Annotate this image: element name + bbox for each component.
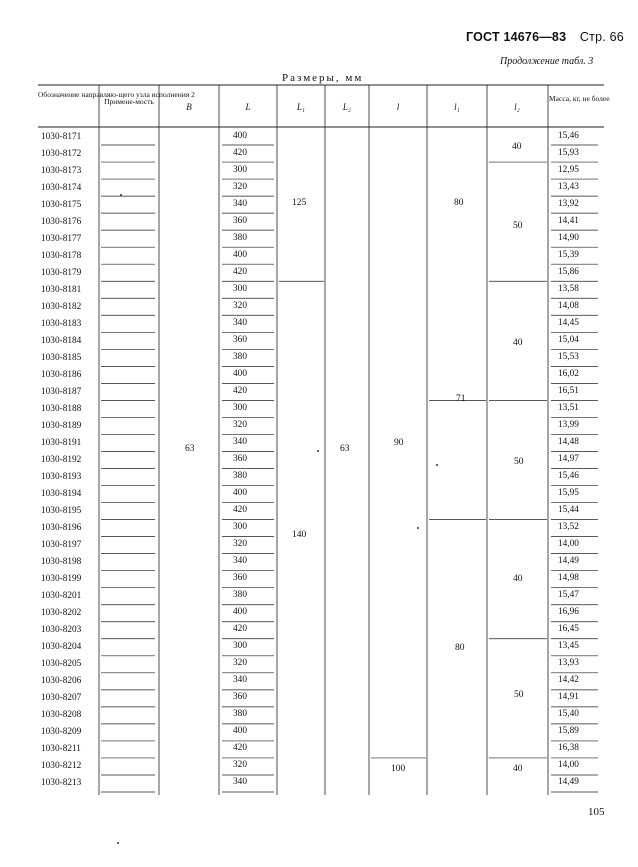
row-length-L: 420 (233, 743, 247, 754)
row-length-L: 420 (233, 505, 247, 516)
row-length-L: 320 (233, 760, 247, 771)
row-designation: 1030-8178 (41, 250, 82, 261)
row-length-L: 340 (233, 777, 247, 788)
row-designation: 1030-8209 (41, 727, 82, 738)
L1-value-2: 140 (292, 530, 307, 540)
row-mass: 14,45 (558, 317, 579, 328)
standard-number: ГОСТ 14676—83 (466, 30, 567, 44)
row-mass: 13,45 (558, 641, 579, 652)
row-length-L: 420 (233, 266, 247, 277)
row-designation: 1030-8206 (41, 676, 82, 687)
scan-speck (120, 194, 122, 196)
L1-value-1: 125 (292, 198, 307, 208)
col-header-L2: L₂ (342, 102, 352, 112)
row-designation: 1030-8175 (41, 199, 82, 210)
row-length-L: 360 (233, 215, 247, 226)
row-mass: 15,89 (558, 726, 579, 737)
scan-speck (317, 450, 319, 452)
row-designation: 1030-8198 (41, 557, 82, 568)
row-mass: 14,49 (558, 556, 579, 567)
row-designation: 1030-8197 (41, 540, 82, 551)
row-mass: 16,02 (558, 368, 579, 379)
l2-value-5: 40 (513, 574, 523, 584)
row-designation: 1030-8183 (41, 318, 82, 329)
row-mass: 15,46 (558, 471, 579, 482)
row-designation: 1030-8182 (41, 301, 82, 312)
l2-value-1: 40 (512, 142, 522, 152)
row-length-L: 360 (233, 454, 247, 464)
row-length-L: 320 (233, 658, 247, 669)
row-mass: 15,39 (558, 249, 579, 260)
row-length-L: 400 (233, 249, 247, 260)
row-length-L: 320 (233, 300, 247, 311)
row-designation: 1030-8208 (41, 710, 82, 721)
row-mass: 15,47 (558, 590, 579, 601)
row-mass: 15,95 (558, 488, 579, 499)
col-header-applicability: Примене-мость (104, 97, 154, 106)
row-mass: 14,48 (558, 436, 579, 447)
row-designation: 1030-8207 (41, 693, 82, 704)
row-mass: 14,00 (558, 539, 579, 550)
row-designation: 1030-8172 (41, 148, 82, 159)
page-label: Стр. 66 (579, 30, 624, 44)
row-length-L: 320 (233, 539, 247, 550)
row-mass: 13,92 (558, 198, 579, 209)
row-length-L: 400 (233, 130, 247, 141)
row-designation: 1030-8205 (41, 659, 82, 670)
l1-value-1: 80 (454, 198, 464, 208)
row-length-L: 380 (233, 351, 247, 362)
scan-speck (117, 842, 119, 844)
col-header-l1: l₁ (454, 102, 460, 112)
row-length-L: 400 (233, 607, 247, 618)
dimensions-caption: Размеры, мм (282, 72, 364, 84)
row-length-L: 360 (233, 334, 247, 345)
row-length-L: 340 (233, 317, 247, 328)
row-length-L: 320 (233, 181, 247, 192)
l2-value-4: 50 (514, 457, 524, 467)
row-designation: 1030-8179 (41, 267, 82, 278)
l-value-1: 90 (394, 438, 404, 448)
row-designation: 1030-8202 (41, 608, 82, 619)
row-length-L: 300 (233, 522, 247, 533)
row-length-L: 340 (233, 436, 247, 447)
row-mass: 13,51 (558, 402, 579, 413)
row-mass: 15,93 (558, 147, 579, 158)
col-header-B: B (186, 102, 192, 112)
row-designation: 1030-8174 (41, 182, 82, 193)
row-designation: 1030-8191 (41, 437, 82, 448)
row-mass: 13,93 (558, 658, 579, 669)
row-length-L: 300 (233, 164, 247, 175)
B-value: 63 (185, 444, 195, 454)
row-length-L: 400 (233, 368, 247, 379)
continuation-caption: Продолжение табл. 3 (500, 56, 594, 67)
row-mass: 16,45 (558, 624, 579, 635)
row-designation: 1030-8187 (41, 386, 82, 397)
l2-value-2: 50 (513, 221, 523, 231)
row-mass: 14,91 (558, 692, 579, 703)
row-length-L: 380 (233, 709, 247, 720)
row-designation: 1030-8188 (41, 403, 82, 414)
row-mass: 12,95 (558, 164, 579, 175)
row-mass: 14,00 (558, 760, 579, 771)
row-designation: 1030-8189 (41, 420, 82, 431)
row-designation: 1030-8171 (41, 131, 82, 142)
row-length-L: 380 (233, 232, 247, 243)
row-designation: 1030-8212 (41, 761, 82, 772)
row-mass: 15,53 (558, 351, 579, 362)
row-length-L: 380 (233, 471, 247, 482)
row-designation: 1030-8195 (41, 506, 82, 517)
row-length-L: 380 (233, 590, 247, 601)
l-value-2: 100 (391, 764, 406, 774)
row-length-L: 420 (233, 624, 247, 635)
row-mass: 14,08 (558, 300, 579, 311)
row-mass: 15,40 (558, 709, 579, 720)
row-mass: 16,51 (558, 385, 579, 396)
l1-value-2: 71 (456, 394, 466, 404)
row-length-L: 300 (233, 283, 247, 294)
row-designation: 1030-8192 (41, 455, 82, 465)
row-length-L: 360 (233, 573, 247, 584)
row-designation: 1030-8176 (41, 216, 82, 227)
col-header-L1: L₁ (296, 102, 306, 112)
col-header-designation: Обозначение направляю-щего узла исполнения 2 (38, 90, 195, 99)
row-designation: 1030-8173 (41, 165, 82, 176)
row-designation: 1030-8201 (41, 591, 82, 602)
row-mass: 15,44 (558, 505, 579, 516)
row-designation: 1030-8181 (41, 284, 82, 295)
l2-value-7: 40 (513, 764, 523, 774)
l1-value-3: 80 (455, 643, 465, 653)
row-mass: 16,96 (558, 607, 579, 618)
row-mass: 14,98 (558, 573, 579, 584)
row-length-L: 340 (233, 675, 247, 686)
row-mass: 15,86 (558, 266, 579, 277)
l2-value-6: 50 (514, 690, 524, 700)
row-length-L: 300 (233, 402, 247, 413)
l2-value-3: 40 (513, 338, 523, 348)
row-length-L: 340 (233, 556, 247, 567)
row-designation: 1030-8203 (41, 625, 82, 636)
row-mass: 16,38 (558, 743, 579, 754)
col-header-mass: Масса, кг, не более (549, 94, 610, 103)
row-mass: 14,41 (558, 215, 579, 226)
row-length-L: 340 (233, 198, 247, 209)
row-designation: 1030-8185 (41, 352, 82, 363)
row-designation: 1030-8211 (41, 744, 81, 755)
row-mass: 13,52 (558, 522, 579, 533)
row-designation: 1030-8204 (41, 642, 82, 653)
row-mass: 13,43 (558, 181, 579, 192)
row-designation: 1030-8194 (41, 489, 82, 500)
row-designation: 1030-8193 (41, 472, 82, 483)
row-mass: 14,49 (558, 777, 579, 788)
row-mass: 15,04 (558, 334, 579, 345)
row-mass: 14,42 (558, 675, 579, 686)
row-length-L: 320 (233, 419, 247, 430)
row-mass: 13,99 (558, 419, 579, 430)
row-designation: 1030-8186 (41, 369, 82, 380)
row-mass: 15,46 (558, 130, 579, 141)
row-designation: 1030-8213 (41, 778, 82, 789)
scan-speck (417, 527, 419, 529)
row-mass: 14,90 (558, 232, 579, 243)
row-designation: 1030-8177 (41, 233, 82, 244)
row-mass: 13,58 (558, 283, 579, 294)
row-length-L: 400 (233, 726, 247, 737)
col-header-l2: l₂ (514, 102, 520, 112)
row-length-L: 420 (233, 147, 247, 158)
row-length-L: 300 (233, 641, 247, 652)
row-designation: 1030-8199 (41, 574, 82, 585)
page-number: 105 (588, 806, 605, 818)
row-length-L: 360 (233, 692, 247, 703)
L2-value: 63 (340, 444, 350, 454)
row-designation: 1030-8196 (41, 523, 82, 534)
row-designation: 1030-8184 (41, 335, 82, 346)
col-header-l: l (396, 102, 400, 112)
row-mass: 14,97 (558, 454, 579, 464)
scan-speck (436, 464, 438, 466)
row-length-L: 400 (233, 488, 247, 499)
col-header-L: L (245, 102, 251, 112)
row-length-L: 420 (233, 385, 247, 396)
